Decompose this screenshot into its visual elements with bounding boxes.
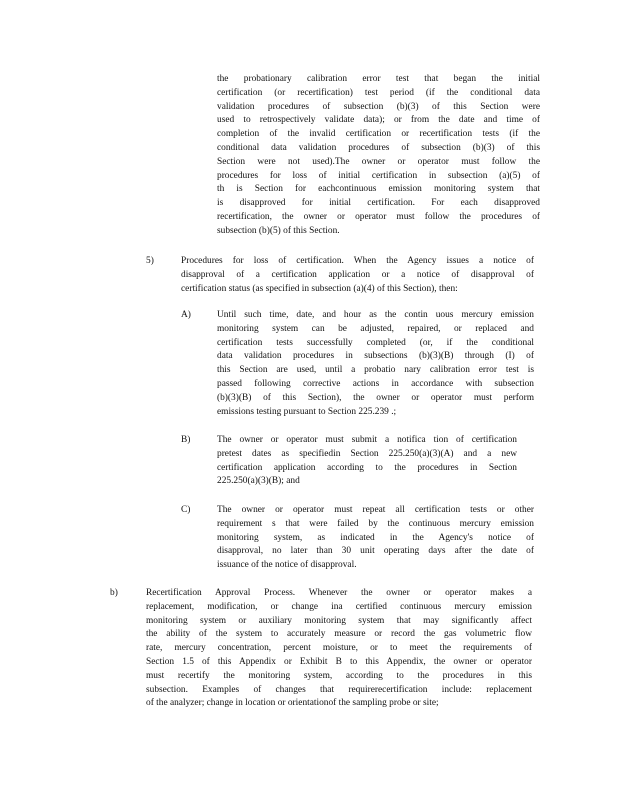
text-line: Until such time, date, and hour as the contin uous mercury emission [217, 310, 534, 320]
text-line: The owner or operator must submit a notifica tion of certification [217, 435, 517, 445]
item-b-lower-paragraph [146, 587, 532, 711]
continuation-paragraph [217, 73, 540, 239]
text-line: 225.250(a)(3)(B); and [217, 476, 300, 487]
item-b-lower-label: b) [110, 588, 118, 598]
text-line: used to retrospectively validate data); or from the date and time of [217, 115, 540, 126]
text-line: data validation procedures in subsections (b)(3)(B) through (I) of [217, 351, 534, 362]
item-b-label: B) [181, 435, 191, 445]
text-line: recertification, the owner or operator must follow the procedures of [217, 211, 540, 222]
text-line: issuance of the notice of disapproval. [217, 560, 357, 571]
text-line: disapproval of a certification application or a notice of disapproval of [181, 269, 534, 280]
text-line: Section 1.5 of this Appendix or Exhibit B to this Appendix, the owner or operator [146, 656, 532, 667]
item-c-label: C) [181, 505, 191, 515]
text-line: subsection. Examples of changes that requirerecertification include: replacement [146, 684, 532, 695]
item-c-paragraph [217, 504, 534, 573]
text-line: rate, mercury concentration, percent moisture, or to meet the requirements of [146, 643, 532, 654]
text-line: disapproval, no later than 30 unit operating days after the date of [217, 546, 534, 557]
text-line: this Section are used, until a probatio nary calibration error test is [217, 365, 534, 376]
text-line: (b)(3)(B) of this Section), the owner or operator must perform [217, 392, 534, 403]
text-line: validation procedures of subsection (b)(3) of this Section were [217, 101, 540, 112]
text-line: certification application according to the procedures in Section [217, 462, 517, 473]
text-line: requirement s that were failed by the continuous mercury emission [217, 518, 534, 529]
text-line: emissions testing pursuant to Section 225.239 .; [217, 406, 397, 417]
text-line: procedures for loss of initial certification in subsection (a)(5) of [217, 170, 540, 181]
text-line: passed following corrective actions in accordance with subsection [217, 378, 534, 389]
text-line: Recertification Approval Process. Whenever the owner or operator makes a [146, 588, 532, 598]
text-line: the ability of the system to accurately measure or record the gas volumetric flow [146, 629, 532, 640]
text-line: The owner or operator must repeat all certification tests or other [217, 505, 534, 515]
text-line: th is Section for eachcontinuous emission monitoring system that [217, 184, 540, 195]
text-line: is disapproved for initial certification. For each disapproved [217, 198, 540, 209]
text-line: conditional data validation procedures of subsection (b)(3) of this [217, 142, 540, 153]
text-line: pretest dates as specifiedin Section 225.250(a)(3)(A) and a new [217, 448, 517, 459]
text-line: completion of the invalid certification or recertification tests (if the [217, 129, 540, 140]
text-line: certification tests successfully completed (or, if the conditional [217, 337, 534, 348]
text-line: must recertify the monitoring system, according to the procedures in this [146, 670, 532, 681]
text-line: subsection (b)(5) of this Section. [217, 225, 340, 236]
text-line: monitoring system, as indicated in the Agency's notice of [217, 532, 534, 543]
text-line: monitoring system or auxiliary monitoring system that may significantly affect [146, 615, 532, 626]
text-line: certification (or recertification) test period (if the conditional data [217, 87, 540, 98]
text-line: the probationary calibration error test that began the initial [217, 74, 540, 84]
item-b-paragraph [217, 434, 517, 489]
item-5-paragraph [181, 255, 534, 296]
text-line: certification status (as specified in subsection (a)(4) of this Section), then: [181, 283, 458, 294]
item-a-label: A) [181, 310, 191, 320]
text-line: Section were not used).The owner or operator must follow the [217, 156, 540, 167]
item-5-label: 5) [146, 256, 154, 266]
text-line: monitoring system can be adjusted, repaired, or replaced and [217, 323, 534, 334]
text-line: of the analyzer; change in location or orientationof the sampling probe or site; [146, 698, 439, 709]
item-a-paragraph [217, 309, 534, 419]
text-line: replacement, modification, or change ina certified continuous mercury emission [146, 601, 532, 612]
text-line: Procedures for loss of certification. When the Agency issues a notice of [181, 256, 534, 266]
